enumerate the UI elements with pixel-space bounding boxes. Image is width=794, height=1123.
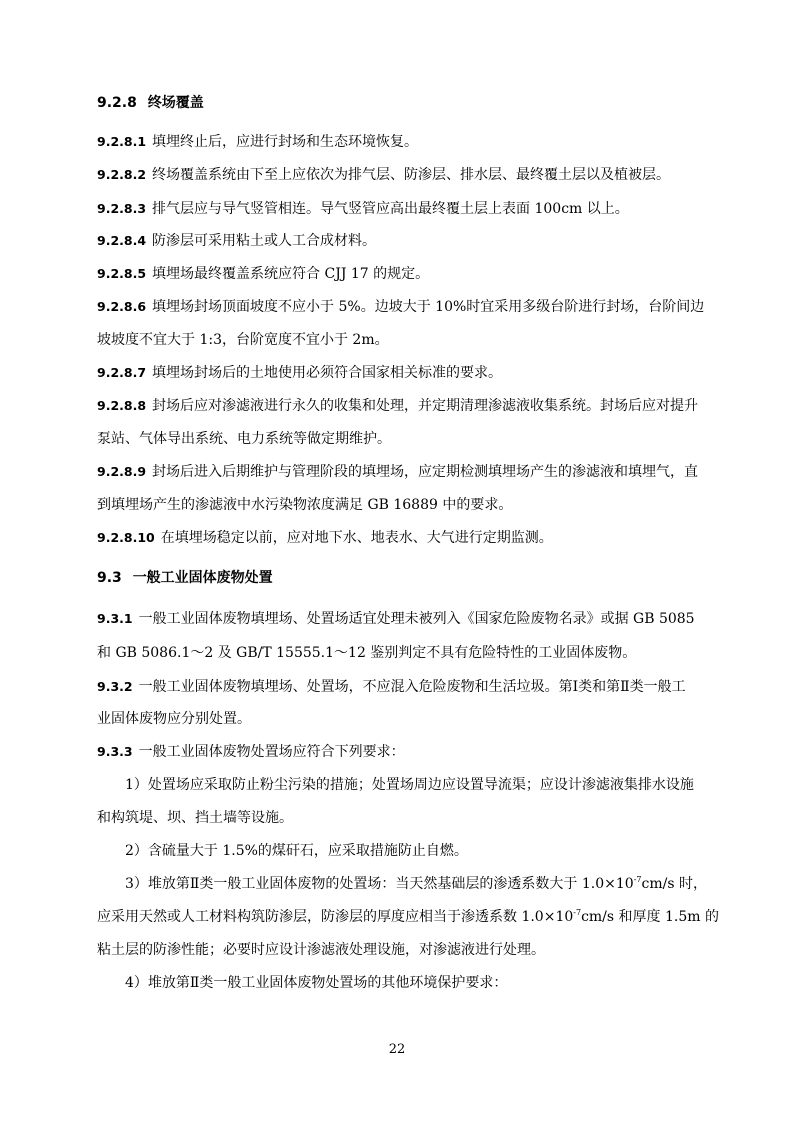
clause-9-2-8-6: 9.2.8.6 填埋场封场顶面坡度不应小于 5%。边坡大于 10%时宜采用多级台阶进行封场，台阶间边 (97, 299, 705, 315)
clause-9-2-8-8-cont: 泵站、气体导出系统、电力系统等做定期维护。 (97, 431, 391, 447)
sub-item-3-cont-2: 粘土层的防渗性能；必要时应设计渗滤液处理设施，对渗滤液进行处理。 (97, 942, 545, 958)
clause-9-3-1: 9.3.1 一般工业固体废物填埋场、处置场适宜处理未被列入《国家危险废物名录》或据 GB 5085 (97, 611, 695, 627)
clause-9-3-1-cont: 和 GB 5086.1～2 及 GB/T 15555.1～12 鉴别判定不具有危险特性的工业固体废物。 (97, 645, 637, 661)
clause-9-3-3: 9.3.3 一般工业固体废物处置场应符合下列要求： (97, 744, 405, 760)
clause-9-2-8-3: 9.2.8.3 排气层应与导气竖管相连。导气竖管应高出最终覆土层上表面 100cm 以上。 (97, 201, 629, 217)
sub-item-1-cont: 和构筑堤、坝、挡土墙等设施。 (97, 810, 293, 826)
sub-item-2: 2）含硫量大于 1.5%的煤矸石，应采取措施防止自燃。 (125, 843, 468, 859)
clause-9-2-8-1: 9.2.8.1 填埋终止后，应进行封场和生态环境恢复。 (97, 134, 419, 150)
sub-item-4: 4）堆放第Ⅱ类一般工业固体废物处置场的其他环境保护要求： (125, 975, 508, 991)
clause-9-2-8-9-cont: 到填埋场产生的渗滤液中水污染物浓度满足 GB 16889 中的要求。 (97, 497, 513, 513)
clause-9-2-8-7: 9.2.8.7 填埋场封场后的土地使用必须符合国家相关标准的要求。 (97, 365, 503, 381)
clause-9-2-8-5: 9.2.8.5 填埋场最终覆盖系统应符合 CJJ 17 的规定。 (97, 266, 430, 282)
clause-9-3-2-cont: 业固体废物应分别处置。 (97, 711, 251, 727)
sub-item-3-cont-1: 应采用天然或人工材料构筑防渗层，防渗层的厚度应相当于渗透系数 $1.0\times 10^{-7}cm/s$ 和厚度 1.5m 的 (97, 908, 719, 925)
sub-item-3: 3）堆放第Ⅱ类一般工业固体废物的处置场：当天然基础层的渗透系数大于 $1.0\times 10^{-7}cm/s$ 时， (125, 875, 707, 892)
clause-9-2-8-10: 9.2.8.10 在填埋场稳定以前，应对地下水、地表水、大气进行定期监测。 (97, 530, 553, 546)
sub-item-1: 1）处置场应采取防止粉尘污染的措施；处置场周边应设置导流渠；应设计渗滤液集排水设施 (125, 777, 694, 793)
section-heading-9-2-8: 9.2.8 终场覆盖 (97, 95, 204, 111)
clause-9-3-2: 9.3.2 一般工业固体废物填埋场、处置场，不应混入危险废物和生活垃圾。第Ⅰ类和第Ⅱ类一般工 (97, 679, 686, 695)
clause-9-2-8-4: 9.2.8.4 防渗层可采用粘土或人工合成材料。 (97, 233, 377, 249)
section-heading-9-3: 9.3 一般工业固体废物处置 (97, 570, 273, 586)
clause-9-2-8-8: 9.2.8.8 封场后应对渗滤液进行永久的收集和处理，并定期清理渗滤液收集系统。封场后应对提升 (97, 398, 699, 414)
clause-9-2-8-9: 9.2.8.9 封场后进入后期维护与管理阶段的填埋场，应定期检测填埋场产生的渗滤液和填埋气，直 (97, 464, 699, 480)
clause-9-2-8-6-cont: 坡坡度不宜大于 1:3，台阶宽度不宜小于 2m。 (97, 332, 389, 348)
clause-9-2-8-2: 9.2.8.2 终场覆盖系统由下至上应依次为排气层、防渗层、排水层、最终覆土层以及植被层。 (97, 167, 671, 183)
page-number: 22 (388, 1042, 406, 1057)
